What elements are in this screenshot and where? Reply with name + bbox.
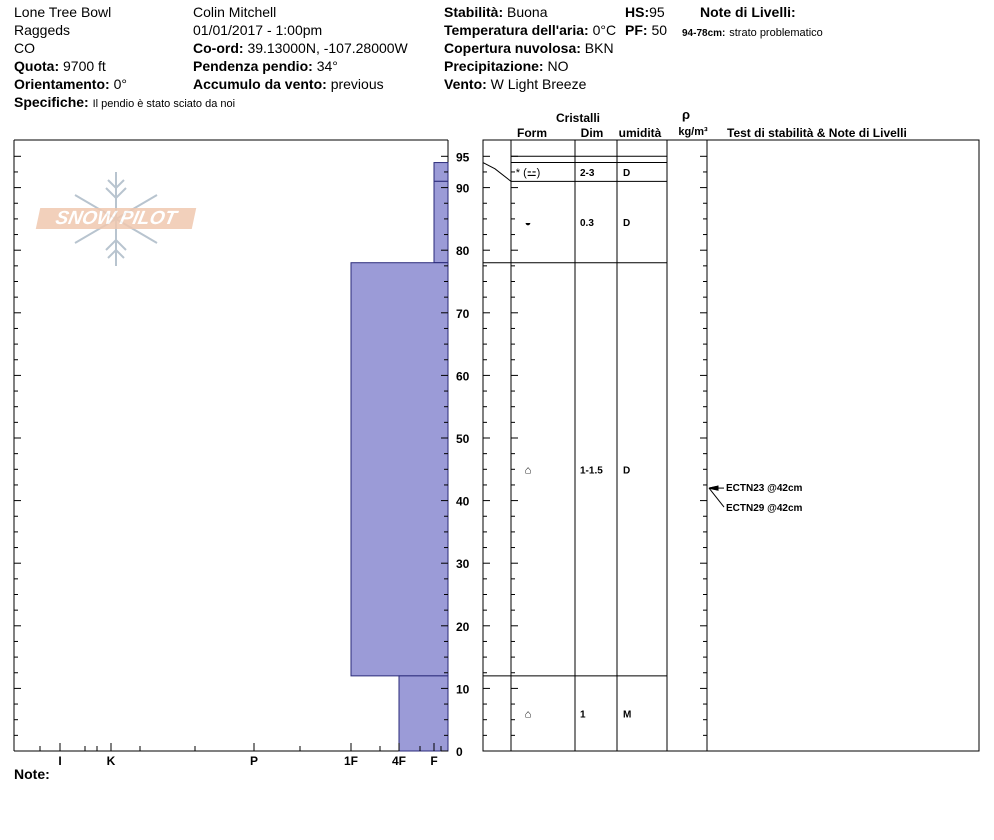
grain-size-3: 1-1.5 [580, 465, 603, 477]
cloud-cover [444, 40, 614, 56]
y-tick-label: 90 [456, 181, 470, 196]
hardness-label-1F: 1F [343, 754, 359, 768]
header-density-unit: kg/m³ [678, 126, 708, 138]
layer-note-text: strato problematico [729, 27, 823, 39]
cloud-value: BKN [584, 40, 614, 56]
header-tests: Test di stabilità & Note di Livelli [727, 126, 907, 140]
stability-label: Stabilità: [444, 4, 504, 20]
precipitation [444, 58, 568, 74]
slope-angle [193, 58, 338, 74]
specifics [14, 94, 235, 112]
hardness-bar-3 [351, 263, 448, 676]
aspect-value: 0° [113, 76, 127, 92]
wind-loading-label: Accumulo da vento: [193, 76, 327, 92]
precip-value: NO [547, 58, 569, 74]
hs-label: HS: [625, 4, 650, 20]
aspect [14, 76, 127, 92]
elevation [14, 58, 106, 74]
pf-value: 50 [651, 22, 668, 38]
wind-loading [193, 76, 384, 92]
observation-datetime: 01/01/2017 - 1:00pm [193, 22, 323, 38]
test-leader-1 [709, 488, 724, 507]
y-tick-label: 40 [456, 494, 470, 509]
coordinates [193, 40, 408, 56]
stability [444, 4, 548, 20]
moisture-3: D [623, 465, 631, 477]
coord-value: 39.13000N, -107.28000W [247, 40, 408, 56]
air-temp-value: 0°C [592, 22, 617, 38]
grain-size-2: 0.3 [580, 218, 594, 230]
precip-label: Precipitazione: [444, 58, 544, 74]
grain-size-4: 1 [580, 709, 586, 721]
y-tick-label: 30 [456, 557, 470, 572]
range-name: Raggeds [14, 22, 71, 38]
hardness-bar-1 [434, 163, 448, 182]
slope-value: 34° [316, 58, 338, 74]
air-temperature [444, 22, 616, 38]
penetration-foot [625, 22, 667, 38]
location-name: Lone Tree Bowl [14, 4, 112, 20]
coord-label: Co-ord: [193, 40, 244, 56]
state-name: CO [14, 40, 35, 56]
grain-size-1: 2-3 [580, 167, 595, 179]
snowpilot-logo [36, 168, 196, 272]
aspect-label: Orientamento: [14, 76, 110, 92]
stability-value: Buona [507, 4, 548, 20]
layer-connector [483, 163, 511, 182]
moisture-4: M [623, 709, 632, 721]
y-tick-label: 80 [456, 244, 470, 259]
header-moisture: umidità [618, 126, 662, 140]
hardness-label-4F: 4F [391, 754, 407, 768]
layer-note [682, 23, 823, 42]
wind-label: Vento: [444, 76, 487, 92]
air-temp-label: Temperatura dell'aria: [444, 22, 589, 38]
header-dim: Dim [580, 126, 604, 140]
hardness-bar-4 [399, 676, 448, 751]
snow-height [625, 4, 665, 20]
grain-form-icon-1: * (⚍) [515, 166, 541, 179]
y-tick-label: 60 [456, 369, 470, 384]
y-tick-label: 10 [456, 682, 470, 697]
hardness-label-K: K [106, 754, 116, 768]
logo-text: SNOW PILOT [36, 208, 196, 229]
hs-value: 95 [649, 4, 665, 20]
layer-notes-heading: Note di Livelli: [700, 4, 796, 20]
cloud-label: Copertura nuvolosa: [444, 40, 581, 56]
specifics-label: Specifiche: [14, 94, 89, 110]
hardness-bar-2 [434, 181, 448, 262]
moisture-2: D [623, 218, 631, 230]
wind-loading-value: previous [330, 76, 384, 92]
elevation-value: 9700 ft [63, 58, 106, 74]
layer-note-depth: 94-78cm: [682, 28, 726, 39]
hardness-label-F: F [430, 754, 438, 768]
slope-label: Pendenza pendio: [193, 58, 313, 74]
header-form: Form [517, 126, 547, 140]
y-tick-label: 95 [456, 150, 470, 165]
test-arrow-0 [709, 486, 718, 490]
test-arrow-1 [709, 486, 718, 490]
y-tick-label: 70 [456, 306, 470, 321]
wind-value: W Light Breeze [490, 76, 587, 92]
y-tick-label: 50 [456, 432, 470, 446]
y-tick-label: 20 [456, 619, 470, 634]
wind [444, 76, 586, 92]
test-label-0: ECTN23 @42cm [726, 483, 803, 495]
header-crystals: Cristalli [555, 111, 601, 125]
grain-form-icon-2: ◒ [524, 217, 532, 230]
grain-form-icon-4: ⌂ [524, 708, 532, 721]
hardness-label-I: I [58, 754, 62, 768]
moisture-1: D [623, 167, 631, 179]
elevation-label: Quota: [14, 58, 60, 74]
layer-table-frame [483, 140, 979, 751]
y-tick-label: 0 [456, 745, 463, 759]
note-label: Note: [14, 766, 50, 782]
hardness-label-P: P [249, 754, 259, 768]
pf-label: PF: [625, 22, 648, 38]
header-rho: ρ [681, 107, 691, 122]
observer-name: Colin Mitchell [193, 4, 277, 20]
test-label-1: ECTN29 @42cm [726, 503, 803, 515]
grain-form-icon-3: ⌂ [524, 464, 532, 477]
specifics-value: Il pendio è stato sciato da noi [92, 98, 236, 110]
